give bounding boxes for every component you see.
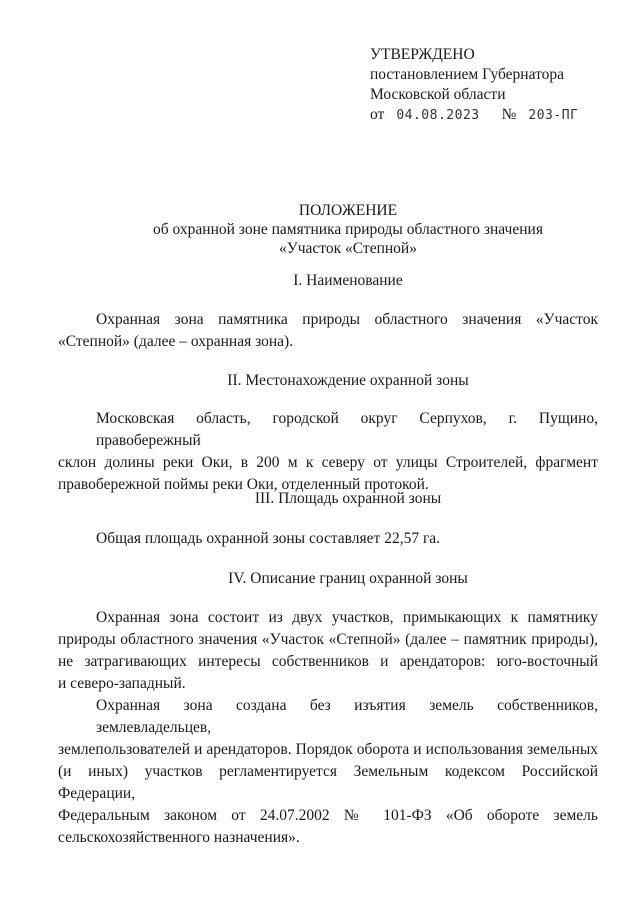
document-subtitle-line-2: «Участок «Степной» [279,240,417,257]
approval-block [370,45,578,126]
text-line: Охранная зона памятника природы областного значения «Участок [96,311,598,328]
text-line: землепользователей и арендаторов. Порядок оборота и использования земельных [58,741,598,758]
text-line: Охранная зона создана без изъятия земель собственников, землевладельцев, [96,697,598,736]
section-body-1 [58,309,598,353]
text-line: (и иных) участков регламентируется Земельным кодексом Российской Федерации, [58,763,598,802]
text-line: и северо-западный. [58,675,186,692]
section-body-3 [58,528,598,550]
approval-date: 04.08.2023 [396,108,480,123]
section-heading-1: I. Наименование [293,272,403,289]
text-line: Федеральным законом от 24.07.2002 № 101-ФЗ «Об обороте земель [58,807,598,824]
document-subtitle-line-1: об охранной зоне памятника природы областного значения [153,221,543,238]
section-heading-4: IV. Описание границ охранной зоны [228,570,468,587]
text-line: Московская область, городской округ Серпухов, г. Пущино, правобережный [96,410,598,449]
text-line: Охранная зона состоит из двух участков, примыкающих к памятнику [96,609,598,626]
text-line: не затрагивающих интересы собственников и арендаторов: юго-восточный [58,653,598,670]
section-body-2 [58,408,598,496]
number-prefix: № [501,106,517,123]
section-heading-2: II. Местонахождение охранной зоны [227,372,469,389]
text-line: природы областного значения «Участок «Степной» (далее – памятник природы), [58,631,598,648]
approval-number: 203-ПГ [528,108,579,123]
text-line: сельскохозяйственного назначения». [58,829,300,846]
approval-label: УТВЕРЖДЕНО [370,46,475,63]
approval-issuer-line-1: постановлением Губернатора [370,66,565,83]
approval-date-line [370,105,578,126]
section-heading-3: III. Площадь охранной зоны [254,490,442,507]
document-title-block [0,201,640,258]
text-line: правобережной поймы реки Оки, отделенный протокой. [58,476,429,493]
approval-issuer-line-2: Московской области [370,86,506,103]
text-line: склон долины реки Оки, в 200 м к северу от улицы Строителей, фрагмент [58,454,598,471]
document-title: ПОЛОЖЕНИЕ [298,202,398,219]
text-line: «Степной» (далее – охранная зона). [58,333,294,350]
text-line: Общая площадь охранной зоны составляет 22,57 га. [96,530,441,547]
section-body-4 [58,607,598,849]
date-prefix: от [370,106,385,123]
